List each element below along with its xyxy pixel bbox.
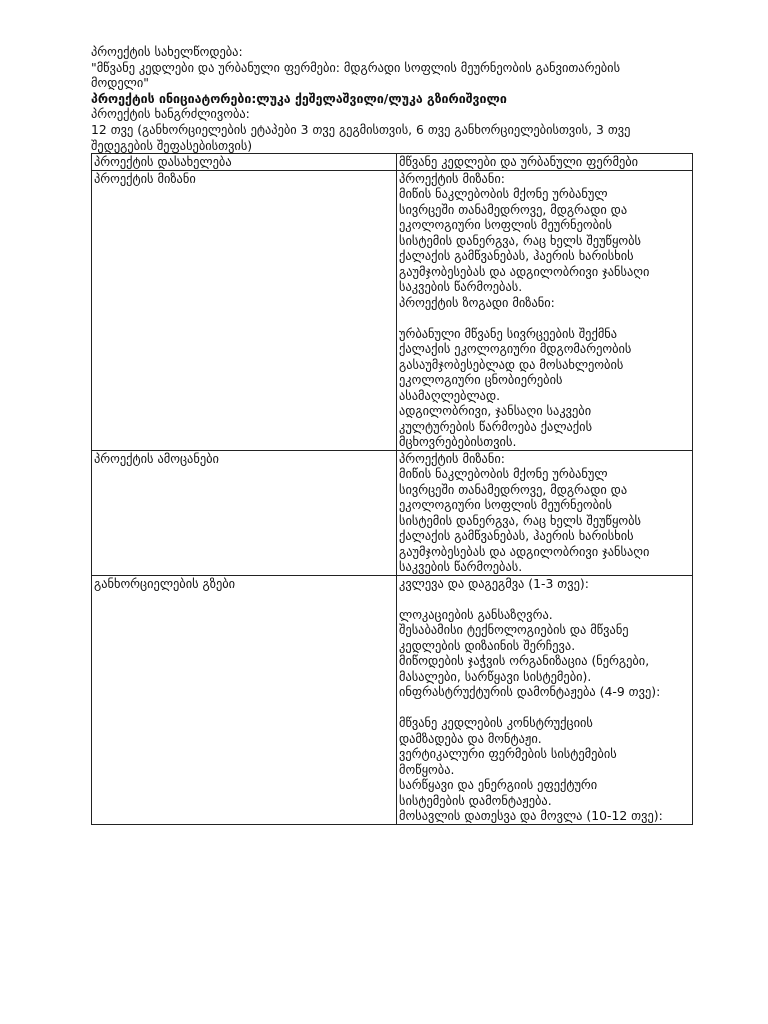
table-cell-label bbox=[92, 170, 397, 450]
cell-text-line: სისტემების დამონტაჟება. bbox=[399, 792, 552, 808]
cell-text-line: მიწის ნაკლებობის მქონე ურბანულ bbox=[399, 186, 608, 202]
cell-text-line: პროექტის ზოგადი მიზანი: bbox=[399, 294, 555, 310]
project-duration-line-1: 12 თვე (განხორციელების ეტაპები 3 თვე გეგმისთვის, 6 თვე განხორციელებისთვის, 3 თვე bbox=[91, 121, 631, 137]
cell-text-line: კედლების დიზაინის შერჩევა. bbox=[399, 637, 576, 653]
cell-text-line: ადგილობრივი, ჯანსაღი საკვები bbox=[399, 403, 592, 419]
project-name-label: პროექტის სახელწოდება: bbox=[91, 44, 243, 59]
table-cell-content bbox=[397, 170, 693, 450]
cell-text-line: შესაბამისი ტექნოლოგიების და მწვანე bbox=[399, 622, 629, 638]
document-page bbox=[91, 44, 688, 825]
cell-text-line: სივრცეში თანამედროვე, მდგრადი და bbox=[399, 481, 628, 497]
table-row bbox=[92, 154, 693, 171]
project-duration-label: პროექტის ხანგრძლივობა: bbox=[91, 106, 250, 122]
cell-text-line: საკვების წარმოებას. bbox=[399, 279, 523, 295]
cell-text-line: სივრცეში თანამედროვე, მდგრადი და bbox=[399, 201, 628, 217]
cell-text-line: ურბანული მწვანე სივრცეების შექმნა bbox=[399, 325, 618, 341]
cell-text-line: ეკოლოგიური ცნობიერების bbox=[399, 372, 563, 388]
cell-text-line: მცხოვრებებისთვის. bbox=[399, 434, 517, 450]
row-label: პროექტის ამოცანები bbox=[94, 450, 219, 466]
cell-text-line: სისტემის დანერგვა, რაც ხელს შეუწყობს bbox=[399, 512, 642, 528]
cell-text-line bbox=[399, 310, 690, 326]
cell-text-line: გაუმჯობესებას და ადგილობრივი ჯანსაღი bbox=[399, 263, 650, 279]
project-initiators: პროექტის ინიციატორები:ლუკა ქეშელაშვილი/ლუკა გზირიშვილი bbox=[91, 90, 507, 106]
row-label: პროექტის მიზანი bbox=[94, 170, 196, 186]
cell-text-line: ქალაქის გამწვანებას, ჰაერის ხარისხის bbox=[399, 248, 634, 264]
cell-text-line: მასალები, სარწყავი სისტემები). bbox=[399, 668, 592, 684]
cell-text-line: მწვანე კედლები და ურბანული ფერმები bbox=[399, 154, 639, 170]
cell-text-line: მწვანე კედლების კონსტრუქციის bbox=[399, 715, 593, 731]
table-cell-content bbox=[397, 154, 693, 171]
table-cell-content bbox=[397, 450, 693, 575]
row-label: განხორციელების გზები bbox=[94, 575, 236, 591]
cell-text-line: დამზადება და მონტაჟი. bbox=[399, 730, 542, 746]
table-cell-label bbox=[92, 575, 397, 824]
cell-text-line: მიწის ნაკლებობის მქონე ურბანულ bbox=[399, 466, 608, 482]
cell-text-line: საკვების წარმოებას. bbox=[399, 559, 523, 575]
cell-text-line: მიწოდების ჯაჭვის ორგანიზაცია (ნერგები, bbox=[399, 653, 650, 669]
project-table bbox=[91, 153, 693, 825]
row-label: პროექტის დასახელება bbox=[94, 154, 232, 170]
cell-text-line: მოწყობა. bbox=[399, 761, 455, 777]
cell-text-line: ვერტიკალური ფერმების სისტემების bbox=[399, 746, 617, 762]
project-duration-line-2: შედეგების შეფასებისთვის) bbox=[91, 137, 253, 153]
cell-text-line: პროექტის მიზანი: bbox=[399, 450, 505, 466]
cell-text-line: გაუმჯობესებას და ადგილობრივი ჯანსაღი bbox=[399, 543, 650, 559]
cell-text-line: მოსავლის დათესვა და მოვლა (10-12 თვე): bbox=[399, 808, 663, 824]
table-cell-label bbox=[92, 154, 397, 171]
cell-text-line: ინფრასტრუქტურის დამონტაჟება (4-9 თვე): bbox=[399, 684, 661, 700]
cell-text-line: ეკოლოგიური სოფლის მეურნეობის bbox=[399, 217, 612, 233]
cell-text-line: ქალაქის გამწვანებას, ჰაერის ხარისხის bbox=[399, 528, 634, 544]
cell-text-line: სარწყავი და ენერგიის ეფექტური bbox=[399, 777, 598, 793]
cell-text-line: კულტურების წარმოება ქალაქის bbox=[399, 418, 593, 434]
cell-text-line: კვლევა და დაგეგმვა (1-3 თვე): bbox=[399, 575, 589, 591]
cell-text-line: ლოკაციების განსაზღვრა. bbox=[399, 606, 553, 622]
cell-text-line: სისტემის დანერგვა, რაც ხელს შეუწყობს bbox=[399, 232, 642, 248]
project-name-line-2: მოდელი" bbox=[91, 75, 149, 91]
table-row bbox=[92, 170, 693, 450]
table-row bbox=[92, 450, 693, 575]
cell-text-line: გასაუმჯობესებლად და მოსახლეობის bbox=[399, 356, 624, 372]
cell-text-line: პროექტის მიზანი: bbox=[399, 170, 505, 186]
project-name-line-1: "მწვანე კედლები და ურბანული ფერმები: მდგრადი სოფლის მეურნეობის განვითარების bbox=[91, 59, 621, 75]
cell-text-line: ასამაღლებლად. bbox=[399, 387, 501, 403]
table-cell-content bbox=[397, 575, 693, 824]
table-cell-label bbox=[92, 450, 397, 575]
project-table-body bbox=[92, 154, 693, 825]
cell-text-line: ქალაქის ეკოლოგიური მდგომარეობის bbox=[399, 341, 632, 357]
cell-text-line bbox=[399, 591, 690, 607]
table-row bbox=[92, 575, 693, 824]
cell-text-line bbox=[399, 700, 690, 716]
cell-text-line: ეკოლოგიური სოფლის მეურნეობის bbox=[399, 497, 612, 513]
